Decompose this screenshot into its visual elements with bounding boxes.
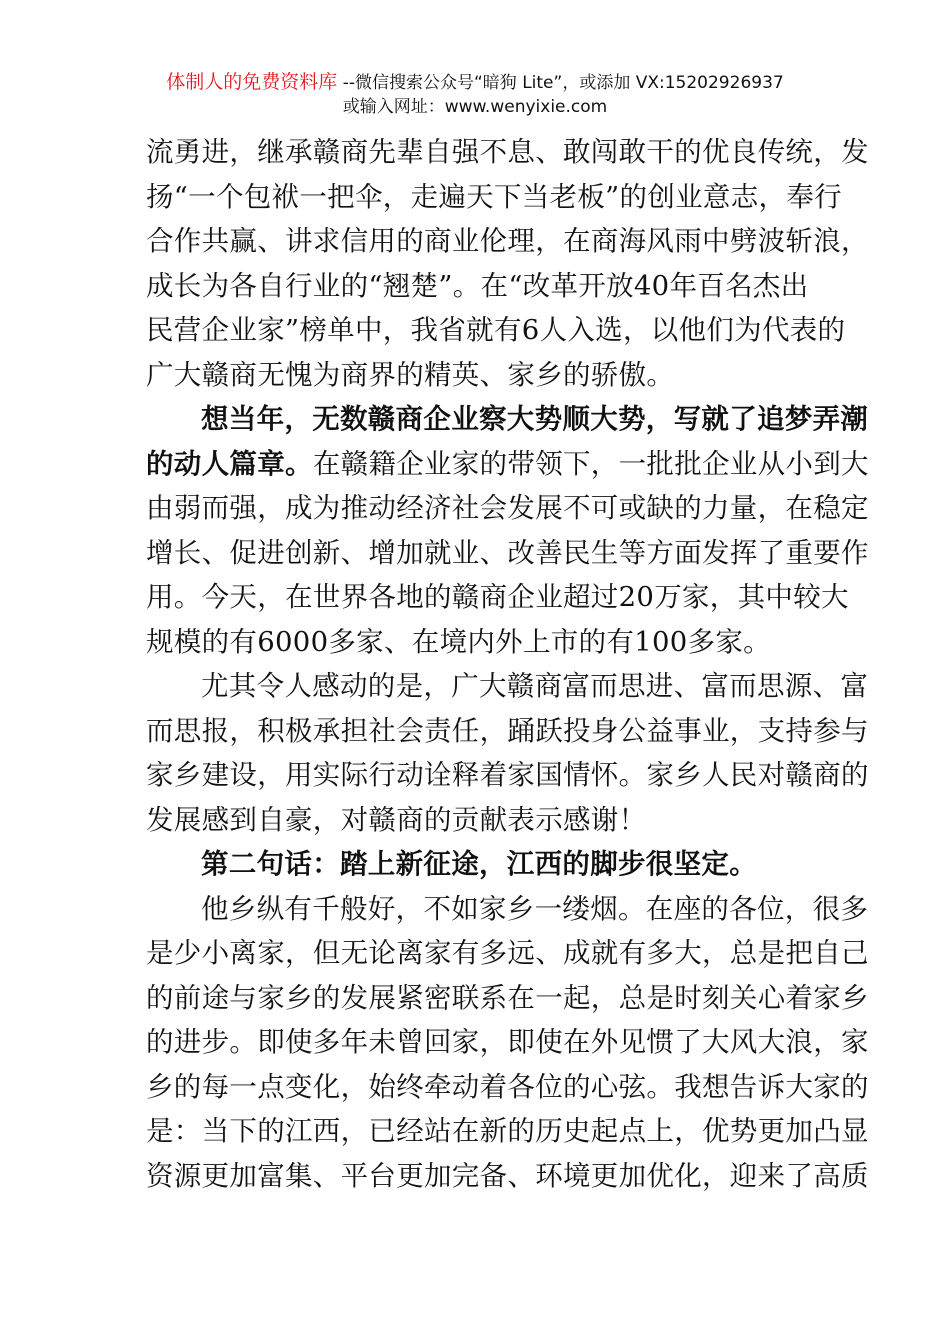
body-text: 家乡建设，用实际行动诠释着家国情怀。家乡人民对赣商的	[146, 759, 869, 791]
text-line	[146, 798, 811, 843]
text-line	[146, 1154, 869, 1199]
text-line	[146, 575, 849, 620]
body-text: 由弱而强，成为推动经济社会发展不可或缺的力量，在稳定	[146, 492, 869, 524]
header-line-1	[0, 70, 950, 95]
header-site-name: 体制人的免费资料库	[166, 71, 338, 93]
body-text: 广大赣商无愧为商界的精英、家乡的骄傲。	[146, 358, 675, 391]
body-text: 扬“一个包袱一把伞，走遍天下当老板”的创业意志，奉行	[146, 180, 842, 213]
document-body	[146, 130, 869, 1198]
body-text: 资源更加富集、平台更加完备、环境更加优化，迎来了高质	[146, 1159, 869, 1192]
header-contact-text: --微信搜索公众号“暗狗 Lite”，或添加 VX:15202926937	[337, 73, 784, 93]
body-text: 规模的有6000多家、在境内外上市的有100多家。	[146, 625, 771, 658]
text-line	[146, 175, 842, 220]
text-line	[146, 976, 869, 1021]
body-text: 合作共赢、讲求信用的商业伦理，在商海风雨中劈波斩浪，	[146, 225, 869, 257]
body-text: 流勇进，继承赣商先辈自强不息、敢闯敢干的优良传统，发	[146, 136, 869, 168]
body-text: 用。今天，在世界各地的赣商企业超过20万家，其中较大	[146, 581, 849, 613]
text-line	[146, 353, 811, 398]
body-text: 的进步。即使多年未曾回家，即使在外见惯了大风大浪，家	[146, 1026, 869, 1058]
body-text: 尤其令人感动的是，广大赣商富而思进、富而思源、富	[201, 670, 869, 702]
text-line	[146, 397, 869, 442]
bold-heading-text: 想当年，无数赣商企业察大势顺大势，写就了追梦弄潮	[201, 403, 869, 435]
text-line	[146, 753, 869, 798]
body-text: 是：当下的江西，已经站在新的历史起点上，优势更加凸显	[146, 1115, 869, 1147]
text-line	[146, 931, 869, 976]
body-text: 民营企业家”榜单中，我省就有6人入选，以他们为代表的	[146, 314, 846, 346]
body-text: 而思报，积极承担社会责任，踊跃投身公益事业，支持参与	[146, 714, 869, 747]
text-line	[146, 709, 869, 754]
text-line	[146, 264, 811, 309]
text-line	[146, 664, 869, 709]
body-text: 乡的每一点变化，始终牵动着各位的心弦。我想告诉大家的	[146, 1070, 869, 1103]
text-line	[146, 219, 869, 264]
text-line	[146, 1020, 869, 1065]
body-text: 他乡纵有千般好，不如家乡一缕烟。在座的各位，很多	[201, 892, 869, 925]
text-line	[146, 130, 869, 175]
text-line	[146, 531, 869, 576]
body-text: 在赣籍企业家的带领下，一批批企业从小到大	[312, 447, 869, 480]
bold-heading-text: 的动人篇章。	[146, 447, 313, 480]
body-text: 增长、促进创新、增加就业、改善民生等方面发挥了重要作	[146, 536, 869, 569]
body-text: 是少小离家，但无论离家有多远、成就有多大，总是把自己	[146, 937, 869, 969]
text-line	[146, 842, 811, 887]
body-text: 的前途与家乡的发展紧密联系在一起，总是时刻关心着家乡	[146, 981, 869, 1014]
watermark-header	[0, 70, 950, 119]
text-line	[146, 620, 811, 665]
text-line	[146, 486, 869, 531]
text-line	[146, 1065, 869, 1110]
text-line	[146, 1109, 869, 1154]
text-line	[146, 442, 869, 487]
body-text: 成长为各自行业的“翘楚”。在“改革开放40年百名杰出	[146, 269, 809, 302]
text-line	[146, 308, 846, 353]
header-line-2: 或输入网址：www.wenyixie.com	[342, 97, 608, 117]
body-text: 发展感到自豪，对赣商的贡献表示感谢！	[146, 803, 647, 836]
text-line	[146, 887, 869, 932]
bold-heading-text: 第二句话：踏上新征途，江西的脚步很坚定。	[201, 848, 757, 880]
